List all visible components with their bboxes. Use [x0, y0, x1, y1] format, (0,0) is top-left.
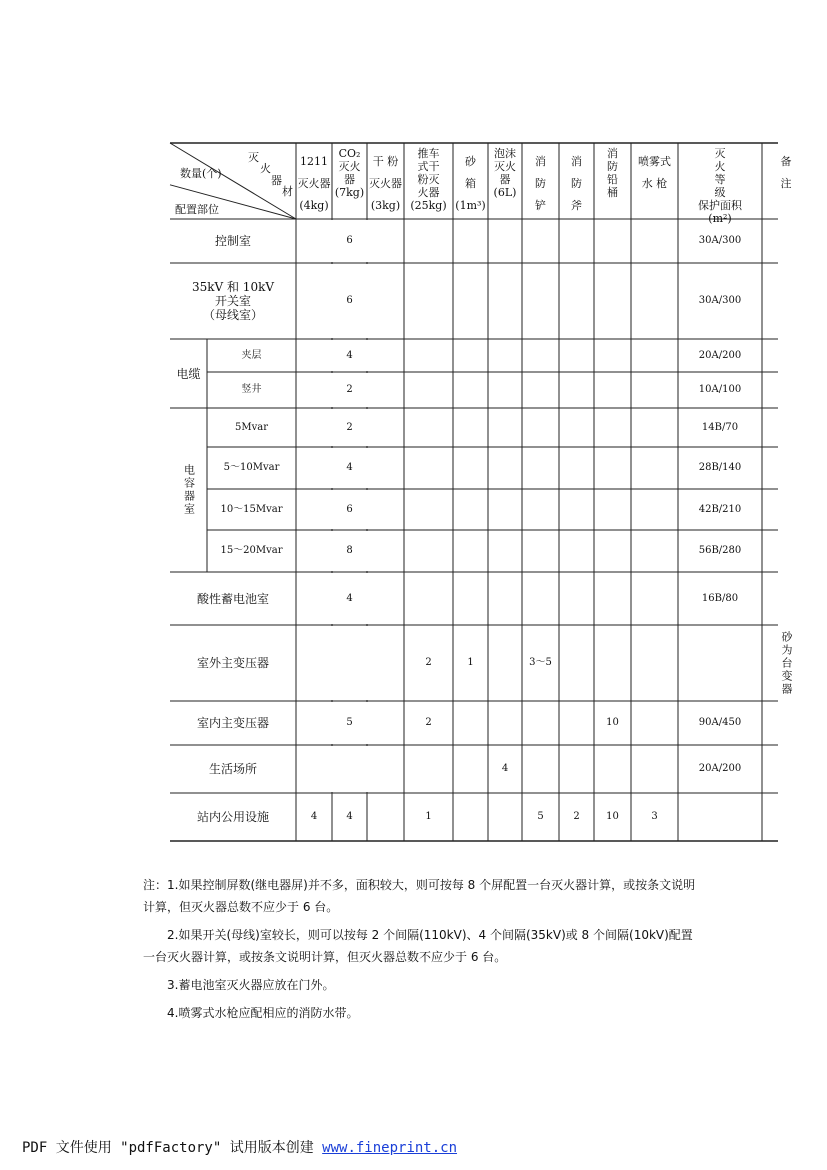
column-header-line: 防 [607, 160, 618, 173]
notes-section [143, 874, 703, 1024]
column-header [404, 147, 453, 212]
column-header-line: 消 [571, 155, 582, 168]
column-header [678, 147, 762, 225]
column-header-line: 式干 [417, 160, 440, 173]
column-header-line: CO₂ [338, 147, 361, 160]
row-label: 生活场所 [208, 762, 257, 776]
column-header-line: 火 [714, 160, 726, 173]
table-cell: 4 [346, 462, 353, 473]
column-header [296, 151, 332, 217]
table-cell: 2 [425, 717, 432, 728]
table-cell: 2 [346, 384, 353, 395]
column-header-line: 桶 [607, 186, 618, 199]
merged-cell-mask [366, 746, 368, 792]
table-cell: 3～5 [529, 657, 552, 668]
column-header [762, 151, 810, 195]
row-sub-label: 10～15Mvar [220, 503, 283, 515]
row-sub-label: 夹层 [241, 349, 262, 361]
corner-bottom-label: 配置部位 [175, 203, 219, 216]
pdf-footer [22, 1137, 457, 1157]
column-header-line: 消 [535, 155, 546, 168]
row-label: 站内公用设施 [196, 810, 269, 824]
row-label: 35kV 和 10kV 开关室 （母线室） [191, 280, 275, 322]
corner-top-label: 灭 [248, 151, 259, 164]
table-cell: 2 [425, 657, 432, 668]
table-cell: 30A/300 [698, 235, 742, 246]
table-cell: 8 [346, 545, 353, 556]
column-header-line: (7kg) [334, 186, 365, 199]
column-header [594, 147, 631, 199]
column-header-line: 灭火 [494, 160, 516, 173]
table-cell: 14B/70 [701, 421, 739, 433]
column-header-line: 器 [499, 173, 511, 186]
table-cell: 1 [467, 657, 474, 668]
column-header [332, 147, 367, 199]
merged-cell-mask [366, 626, 368, 700]
table-cell: 6 [346, 295, 353, 306]
corner-left-label: 数量(个) [180, 167, 222, 180]
table-cell: 6 [346, 235, 353, 246]
corner-top-label: 器 [271, 174, 282, 187]
column-header [488, 147, 522, 199]
column-header-line: 喷雾式 [638, 155, 671, 168]
column-header-line: 1211 [300, 155, 328, 168]
column-header-line: 铲 [535, 199, 546, 212]
note-4: 4.喷雾式水枪应配相应的消防水带。 [167, 1006, 359, 1020]
column-header-line: (1m³) [455, 199, 486, 212]
table-cell: 5 [346, 717, 353, 728]
column-header-line: 等 [714, 173, 726, 186]
corner-top-label: 材 [282, 185, 293, 198]
table-cell: 20A/200 [698, 763, 742, 774]
column-header-line: (3kg) [370, 199, 401, 212]
column-header-line: 灭火器 [297, 177, 331, 190]
column-header-line: 砂 [465, 155, 476, 168]
column-header [522, 151, 559, 217]
table-cell: 30A/300 [698, 295, 742, 306]
fire-equipment-table [170, 143, 793, 849]
column-header-line: 干 粉 [372, 155, 399, 168]
column-header [631, 151, 678, 195]
table-cell: 5 [537, 811, 544, 822]
column-header-line: 消 [607, 147, 618, 160]
table-cell: 10 [606, 811, 619, 822]
column-header-line: 级 [714, 186, 726, 199]
table-cell: 1 [425, 811, 432, 822]
merged-cell-mask [331, 626, 333, 700]
table-cell: 56B/280 [698, 545, 742, 556]
row-label: 酸性蓄电池室 [196, 591, 269, 606]
column-header-line: 备 [780, 155, 792, 168]
column-header [453, 151, 488, 217]
note-2: 2.如果开关(母线)室较长，则可以按每 2 个间隔(110kV)、4 个间隔(35kV)或 8 个间隔(10kV)配置一台灭火器计算，或按条文说明计算，但灭火器总数不应少于 6 台。 [143, 928, 693, 964]
row-label: 室内主变压器 [196, 716, 269, 730]
column-header-line: 防 [535, 177, 546, 190]
table-cell: 90A/450 [698, 717, 742, 728]
note-3: 3.蓄电池室灭火器应放在门外。 [167, 978, 335, 992]
table-cell: 4 [346, 811, 353, 822]
column-header-line: 推车 [417, 147, 440, 160]
table-cell: 10A/100 [698, 384, 742, 395]
column-header-line: (m²) [708, 212, 732, 225]
column-header-line: 火器 [417, 186, 440, 199]
row-label: 室外主变压器 [196, 656, 269, 670]
column-header-line: 防 [571, 177, 582, 190]
table-cell: 4 [346, 349, 353, 361]
row-label: 控制室 [214, 234, 251, 248]
footer-link[interactable]: www.fineprint.cn [322, 1140, 458, 1156]
column-header-line: (6L) [493, 186, 517, 199]
column-header-line: 灭火 [338, 160, 361, 173]
column-header-line: 灭 [714, 147, 726, 160]
note-1: 注：1.如果控制屏数(继电器屏)并不多，面积较大，则可按每 8 个屏配置一台灭火器计算，或按条文说明计算，但灭火器总数不应少于 6 台。 [143, 878, 696, 914]
row-sub-label: 15～20Mvar [220, 545, 283, 556]
column-header-line: 泡沫 [494, 147, 516, 160]
column-header-line: 水 枪 [641, 177, 668, 190]
column-header [367, 151, 404, 217]
table-cell: 2 [346, 421, 353, 433]
table-cell: 3 [651, 811, 658, 822]
row-sub-label: 5Mvar [235, 421, 268, 433]
column-header-line: 注 [780, 177, 792, 190]
column-header-line: 灭火器 [369, 177, 402, 190]
table-cell: 20A/200 [698, 349, 742, 361]
table-cell: 4 [501, 763, 509, 774]
table-cell: 42B/210 [698, 503, 742, 515]
table-cell: 28B/140 [698, 462, 742, 473]
column-header [559, 151, 594, 217]
row-group-label: 电容器室 [182, 464, 196, 516]
table-cell: 2 [573, 811, 580, 822]
footer-text: PDF 文件使用 "pdfFactory" 试用版本创建 [22, 1140, 323, 1156]
column-header-line: 铅 [607, 173, 618, 186]
column-header-line: 箱 [465, 177, 476, 190]
column-header-line: (25kg) [410, 199, 447, 212]
table-cell: 砂为台变器 [780, 630, 793, 696]
corner-top-label: 火 [260, 162, 271, 175]
table-cell: 16B/80 [701, 592, 739, 604]
row-group-label: 电缆 [176, 366, 201, 381]
column-header-line: (4kg) [299, 199, 329, 212]
merged-cell-mask [331, 746, 333, 792]
column-header-line: 器 [344, 173, 355, 186]
table-cell: 4 [346, 592, 353, 604]
table-cell: 4 [310, 811, 318, 822]
row-sub-label: 5～10Mvar [223, 462, 280, 473]
column-header-line: 粉灭 [417, 173, 440, 186]
column-header-line: 保护面积 [698, 199, 742, 212]
column-header-line: 斧 [571, 199, 582, 212]
row-sub-label: 竖井 [241, 384, 262, 395]
table-cell: 6 [346, 503, 353, 515]
table-cell: 10 [606, 717, 619, 728]
